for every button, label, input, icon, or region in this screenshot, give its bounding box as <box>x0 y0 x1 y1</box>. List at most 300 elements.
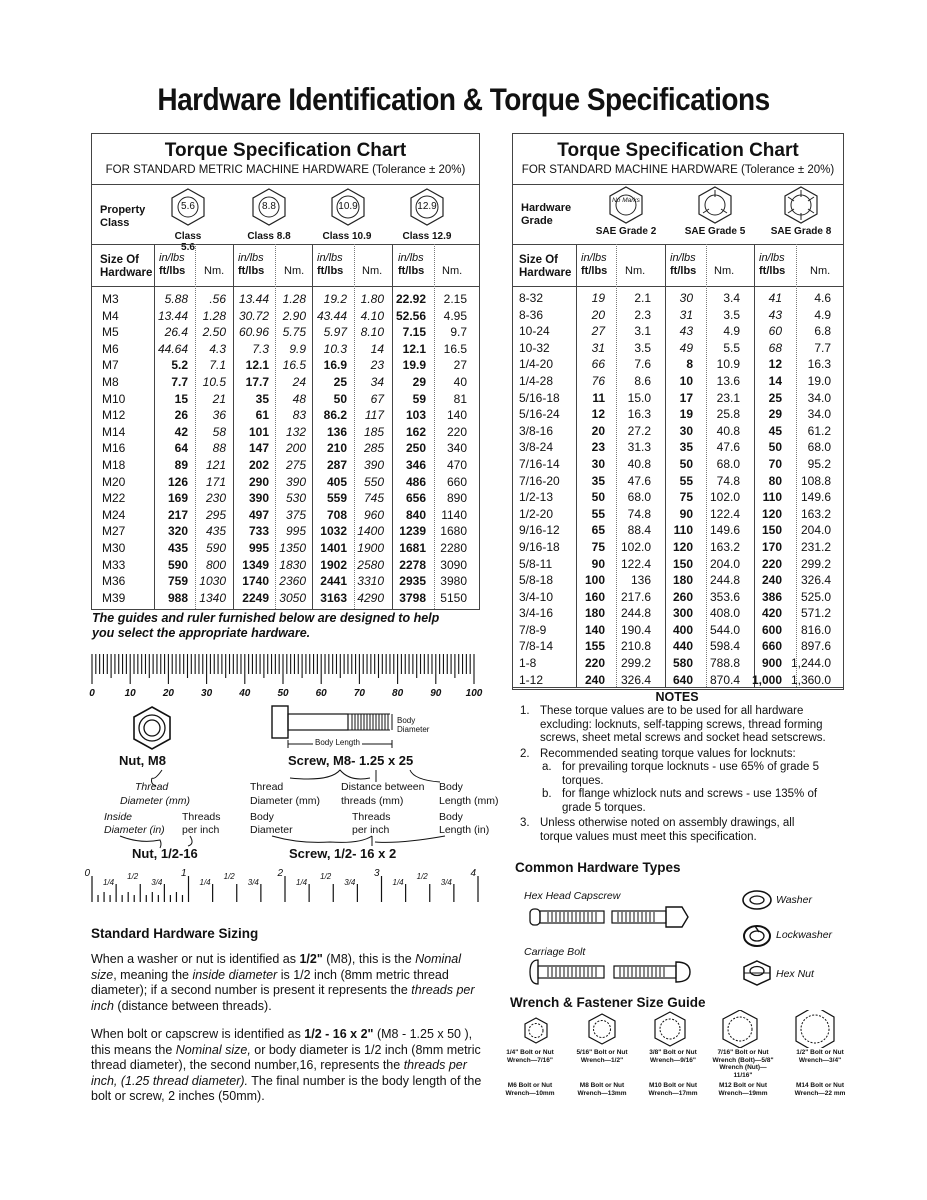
metric-cell-c129-lbs: 22.92 <box>395 292 426 306</box>
mm-ruler-label: 20 <box>162 688 174 699</box>
wrench-metric-item <box>640 1082 706 1097</box>
sae-cell-g5-lbs: 120 <box>672 539 693 554</box>
wrench-inch-line1: 1/2" Bolt or Nut <box>796 1049 844 1056</box>
metric-cell-c109-lbs: 1032 <box>320 524 347 539</box>
wrench-metric-line2: Wrench—10mm <box>505 1089 555 1097</box>
wrench-inch-line1: 7/16" Bolt or Nut <box>717 1049 769 1056</box>
page-title: Hardware Identification & Torque Specifications <box>157 82 770 117</box>
wrench-inch-item <box>640 1049 706 1064</box>
mm-ruler-label: 40 <box>239 688 251 699</box>
sae-cell-g5-lbs: 50 <box>679 456 693 471</box>
unit-nm: Nm. <box>714 265 735 277</box>
metric-table-row <box>92 357 479 374</box>
metric-cell-c56-lbs: 26.4 <box>164 325 188 340</box>
metric-cell-c88-lbs: 1740 <box>242 574 269 589</box>
sae-cell-g8-lbs: 50 <box>768 440 782 455</box>
sae-cell-g8-lbs: 600 <box>761 622 782 637</box>
sae-cell-g8-nm: 204.0 <box>800 523 831 538</box>
wrench-metric-line1: M8 Bolt or Nut <box>579 1082 625 1089</box>
sae-size-cell: 5/8-18 <box>519 573 554 588</box>
metric-size-cell: M39 <box>102 590 126 605</box>
sae-cell-g5-nm: 163.2 <box>709 539 740 554</box>
sae-cell-g8-lbs: 25 <box>768 390 782 405</box>
sae-size-cell: 7/16-14 <box>519 456 560 471</box>
metric-cell-c109-nm: 8.10 <box>360 325 384 340</box>
sae-cell-g8-lbs: 70 <box>768 456 782 471</box>
unit-nm: Nm. <box>284 265 305 277</box>
hex-1-2-icon <box>796 1010 834 1048</box>
metric-cell-c56-nm: 171 <box>205 474 226 489</box>
metric-cell-c129-nm: 2.15 <box>443 292 467 306</box>
sae-cell-g2-lbs: 35 <box>591 473 605 488</box>
metric-cell-c129-nm: 340 <box>446 441 467 456</box>
sae-cell-g8-nm: 61.2 <box>807 423 831 438</box>
screw-in-per-inch-label: per inch <box>352 824 390 836</box>
unit-ftlbs: ft/lbs <box>581 265 608 277</box>
class-mark-10.9: 10.9 <box>338 201 358 212</box>
sae-table-row <box>513 439 843 456</box>
sizing-text-segment: 1/2 - 16 x 2" <box>304 1027 374 1041</box>
metric-cell-c109-lbs: 559 <box>326 491 347 506</box>
sae-cell-g2-lbs: 155 <box>584 639 605 654</box>
metric-cell-c129-nm: 9.7 <box>450 325 467 340</box>
metric-cell-c109-nm: 14 <box>370 341 384 356</box>
wrench-metric-line1: M6 Bolt or Nut <box>507 1082 553 1089</box>
sae-torque-table <box>513 290 843 688</box>
inch-ruler-label: 1/4 <box>103 878 115 887</box>
metric-cell-c88-lbs: 733 <box>248 524 269 539</box>
sae-cell-g5-lbs: 30 <box>679 423 693 438</box>
metric-cell-c88-lbs: 60.96 <box>238 325 269 340</box>
metric-size-cell: M5 <box>102 325 119 340</box>
sae-cell-g2-lbs: 65 <box>591 523 605 538</box>
metric-cell-c56-nm: 1.28 <box>202 308 226 323</box>
note-number: a. <box>542 761 552 773</box>
sae-cell-g2-nm: 2.1 <box>634 291 651 305</box>
metric-cell-c129-lbs: 19.9 <box>402 358 426 373</box>
metric-cell-c56-nm: .56 <box>209 292 226 306</box>
nut-m8-diameter-label: Diameter (mm) <box>120 795 190 807</box>
note-text: for flange whizlock nuts and screws - use 135% of grade 5 torques. <box>562 788 818 814</box>
metric-cell-c56-nm: 10.5 <box>202 374 226 389</box>
sae-cell-g5-nm: 244.8 <box>709 573 740 588</box>
wrench-metric-line2: Wrench—17mm <box>648 1089 698 1097</box>
wrench-metric-line2: Wrench—19mm <box>718 1089 768 1097</box>
metric-chart-subtitle: FOR STANDARD METRIC MACHINE HARDWARE (Tolerance ± 20%) <box>105 164 466 176</box>
sae-cell-g2-lbs: 50 <box>591 490 605 505</box>
metric-cell-c88-nm: 5.75 <box>282 325 306 340</box>
sae-cell-g8-lbs: 420 <box>761 606 782 621</box>
sae-table-row <box>513 323 843 340</box>
sizing-paragraph-2 <box>91 1027 486 1105</box>
metric-cell-c109-lbs: 10.3 <box>323 341 347 356</box>
sae-size-cell: 7/8-9 <box>519 622 547 637</box>
sae-cell-g2-nm: 40.8 <box>627 456 651 471</box>
mm-ruler-label: 0 <box>89 688 95 699</box>
metric-cell-c88-nm: 390 <box>285 474 306 489</box>
note-text: for prevailing torque locknuts - use 65% of grade 5 torques. <box>562 761 819 787</box>
sae-cell-g8-lbs: 41 <box>768 291 782 305</box>
unit-nm: Nm. <box>810 265 831 277</box>
mm-ruler-label: 90 <box>430 688 442 699</box>
class-label-8.8: Class 8.8 <box>247 231 291 242</box>
sae-cell-g5-nm: 68.0 <box>716 456 740 471</box>
unit-inlbs: in/lbs <box>759 252 785 264</box>
sae-size-cell: 8-36 <box>519 307 544 322</box>
sae-cell-g2-lbs: 20 <box>591 423 605 438</box>
metric-cell-c109-nm: 1900 <box>357 540 384 555</box>
sae-size-cell: 9/16-18 <box>519 539 560 554</box>
sae-cell-g8-nm: 571.2 <box>800 606 831 621</box>
unit-nm: Nm. <box>625 265 646 277</box>
metric-size-cell: M36 <box>102 574 126 589</box>
sae-cell-g8-nm: 6.8 <box>814 324 831 339</box>
sae-table-row <box>513 556 843 573</box>
sae-cell-g2-nm: 68.0 <box>627 490 651 505</box>
metric-table-row <box>92 374 479 391</box>
sae-cell-g8-lbs: 14 <box>768 373 782 388</box>
sae-cell-g8-nm: 163.2 <box>800 506 831 521</box>
screw-in-body-label: Body <box>250 811 274 823</box>
sae-cell-g5-lbs: 17 <box>679 390 693 405</box>
sae-cell-g2-nm: 7.6 <box>634 357 651 372</box>
sizing-text-segment: Nominal size <box>91 952 462 982</box>
sae-cell-g2-nm: 47.6 <box>627 473 651 488</box>
nut-in-diameter-label: Diameter (in) <box>104 824 165 836</box>
sae-cell-g2-lbs: 20 <box>591 307 605 322</box>
metric-cell-c88-nm: 1350 <box>279 540 306 555</box>
nut-m8-thread-label: Thread <box>135 781 169 793</box>
sae-cell-g8-nm: 95.2 <box>807 456 831 471</box>
metric-cell-c56-lbs: 13.44 <box>157 308 188 323</box>
metric-cell-c56-lbs: 988 <box>167 590 188 605</box>
metric-cell-c56-nm: 88 <box>212 441 226 456</box>
screw-m8-threads-label: threads (mm) <box>341 795 404 807</box>
metric-size-cell: M12 <box>102 408 126 423</box>
sae-cell-g2-lbs: 180 <box>584 606 605 621</box>
sae-cell-g8-nm: 16.3 <box>807 357 831 372</box>
metric-size-cell: M22 <box>102 491 126 506</box>
metric-table-row <box>92 557 479 574</box>
metric-cell-c129-lbs: 12.1 <box>402 341 426 356</box>
sae-size-cell: 1-8 <box>519 656 537 671</box>
metric-cell-c129-lbs: 52.56 <box>395 308 426 323</box>
metric-table-row <box>92 308 479 325</box>
sae-cell-g5-lbs: 55 <box>679 473 693 488</box>
wrench-metric-item <box>710 1082 776 1097</box>
inch-ruler-label: 4 <box>470 868 476 879</box>
metric-size-cell: M24 <box>102 507 126 522</box>
metric-cell-c56-lbs: 217 <box>167 507 188 522</box>
metric-cell-c88-nm: 995 <box>285 524 306 539</box>
class-mark-12.9: 12.9 <box>417 201 437 212</box>
metric-size-cell: M10 <box>102 391 126 406</box>
metric-size-cell: M14 <box>102 424 126 439</box>
sae-cell-g2-lbs: 11 <box>592 390 605 405</box>
sae-cell-g5-lbs: 43 <box>679 324 693 339</box>
sae-table-row <box>513 506 843 523</box>
wrench-metric-item <box>569 1082 635 1097</box>
metric-cell-c129-nm: 3980 <box>440 574 467 589</box>
metric-size-cell: M27 <box>102 524 126 539</box>
sae-cell-g8-nm: 4.9 <box>814 307 831 322</box>
metric-cell-c129-nm: 1680 <box>440 524 467 539</box>
washer-label: Washer <box>776 894 812 906</box>
metric-size-cell: M18 <box>102 457 126 472</box>
sae-size-cell: 9/16-12 <box>519 523 560 538</box>
body-diameter-label: Body Diameter <box>397 716 430 734</box>
sae-cell-g2-lbs: 66 <box>591 357 605 372</box>
wrench-inch-item <box>569 1049 635 1064</box>
hex-3-8-icon <box>655 1012 685 1046</box>
sae-size-cell: 1/2-13 <box>519 490 554 505</box>
unit-nm: Nm. <box>362 265 383 277</box>
metric-cell-c109-nm: 550 <box>363 474 384 489</box>
unit-ftlbs: ft/lbs <box>670 265 697 277</box>
sae-cell-g2-lbs: 100 <box>584 573 605 588</box>
class-mark-8.8: 8.8 <box>262 201 276 212</box>
sae-cell-g5-nm: 3.4 <box>723 291 740 305</box>
screw-in-threads-label: Threads <box>352 811 391 823</box>
sae-cell-g8-lbs: 12 <box>768 357 782 372</box>
mm-ruler-label: 60 <box>315 688 327 699</box>
sae-cell-g8-lbs: 45 <box>768 423 782 438</box>
metric-cell-c88-nm: 375 <box>285 507 306 522</box>
metric-cell-c109-nm: 1.80 <box>360 292 384 306</box>
wrench-metric-line1: M10 Bolt or Nut <box>648 1082 698 1089</box>
metric-table-row <box>92 523 479 540</box>
wrench-inch-line2: Wrench—9/16" <box>650 1056 696 1064</box>
metric-cell-c109-lbs: 136 <box>326 424 347 439</box>
sizing-text-segment: When a washer or nut is identified as <box>91 952 300 966</box>
sae-cell-g8-lbs: 150 <box>761 523 782 538</box>
sae-cell-g5-nm: 74.8 <box>716 473 740 488</box>
sae-table-row <box>513 307 843 324</box>
metric-cell-c88-nm: 48 <box>292 391 306 406</box>
sizing-text-segment: or body diameter is 1/2 inch (8mm metric thread diameter), the second number,16, represents the <box>91 1042 481 1072</box>
metric-cell-c129-lbs: 2278 <box>399 557 426 572</box>
metric-cell-c129-nm: 2280 <box>440 540 467 555</box>
inch-ruler-label: 1/2 <box>416 872 428 881</box>
metric-torque-chart <box>91 133 480 610</box>
metric-cell-c109-lbs: 1401 <box>320 540 347 555</box>
screw-m8-diameter-label: Diameter (mm) <box>250 795 320 807</box>
sae-table-row <box>513 672 843 689</box>
sae-cell-g8-lbs: 240 <box>761 573 782 588</box>
metric-cell-c129-lbs: 103 <box>405 408 426 423</box>
unit-inlbs: in/lbs <box>670 252 696 264</box>
screw-in-length-label: Length (in) <box>439 824 490 836</box>
sae-cell-g2-nm: 16.3 <box>627 407 651 422</box>
metric-cell-c88-lbs: 7.3 <box>252 341 269 356</box>
sae-table-row <box>513 373 843 390</box>
sae-table-row <box>513 390 843 407</box>
sizing-paragraph-1 <box>91 952 476 1014</box>
sae-cell-g5-nm: 3.5 <box>723 307 740 322</box>
metric-cell-c88-lbs: 13.44 <box>238 292 269 306</box>
note-text: Recommended seating torque values for locknuts: <box>540 747 796 760</box>
sae-cell-g2-nm: 102.0 <box>620 539 651 554</box>
wrench-metric-line2: Wrench—13mm <box>577 1089 627 1097</box>
mm-ruler-label: 10 <box>124 688 136 699</box>
inch-ruler <box>88 868 488 906</box>
inch-ruler-label: 3 <box>373 868 380 879</box>
inch-ruler-label: 1/2 <box>127 872 139 881</box>
metric-chart-title: Torque Specification Chart <box>164 140 407 161</box>
metric-cell-c56-nm: 1340 <box>199 590 226 605</box>
metric-cell-c109-lbs: 287 <box>326 457 347 472</box>
metric-cell-c109-lbs: 50 <box>333 391 347 406</box>
metric-cell-c88-nm: 2.90 <box>282 308 306 323</box>
sizing-text-segment: (distance between threads). <box>113 998 272 1013</box>
metric-cell-c129-nm: 4.95 <box>443 308 467 323</box>
sae-cell-g2-nm: 326.4 <box>620 672 651 687</box>
sae-cell-g8-nm: 231.2 <box>800 539 831 554</box>
note-text: Unless otherwise noted on assembly drawings, all torque values must meet this specification. <box>540 817 795 843</box>
guides-text: The guides and ruler furnished below are designed to help you select the appropriate hardware. <box>92 611 440 640</box>
metric-cell-c88-lbs: 35 <box>255 391 269 406</box>
sae-cell-g2-lbs: 55 <box>591 506 605 521</box>
metric-cell-c88-nm: 200 <box>285 441 306 456</box>
metric-cell-c129-lbs: 3798 <box>399 590 426 605</box>
sae-cell-g5-nm: 4.9 <box>723 324 740 339</box>
metric-size-cell: M33 <box>102 557 126 572</box>
metric-table-row <box>92 424 479 441</box>
sae-cell-g5-nm: 23.1 <box>716 390 740 405</box>
metric-cell-c109-nm: 185 <box>363 424 384 439</box>
metric-cell-c129-lbs: 7.15 <box>402 325 426 340</box>
metric-size-cell: M7 <box>102 358 119 373</box>
inch-ruler-label: 1/2 <box>223 872 235 881</box>
metric-cell-c88-nm: 83 <box>292 408 306 423</box>
inch-ruler-label: 2 <box>277 868 283 879</box>
sae-table-row <box>513 572 843 589</box>
metric-cell-c88-lbs: 995 <box>248 540 269 555</box>
metric-cell-c88-nm: 1.28 <box>282 292 306 306</box>
metric-size-cell: M6 <box>102 341 119 356</box>
screw-m8-length-label: Length (mm) <box>439 795 499 807</box>
wrench-inch-line2: Wrench—1/2" <box>580 1056 624 1064</box>
metric-cell-c109-nm: 117 <box>364 408 384 423</box>
sae-table-row <box>513 356 843 373</box>
metric-cell-c109-nm: 745 <box>363 491 384 506</box>
metric-cell-c109-lbs: 25 <box>333 374 347 389</box>
notes-title: NOTES <box>655 690 699 704</box>
property-class-label: Property Class <box>100 204 146 229</box>
metric-cell-c129-nm: 660 <box>446 474 467 489</box>
metric-cell-c56-nm: 7.1 <box>209 358 226 373</box>
hex-7-16-icon <box>723 1010 757 1048</box>
sizing-text-segment: , meaning the <box>113 967 193 982</box>
sae-cell-g2-nm: 3.1 <box>634 324 651 339</box>
metric-cell-c88-lbs: 390 <box>248 491 269 506</box>
metric-size-cell: M4 <box>102 308 119 323</box>
metric-cell-c56-nm: 435 <box>205 524 226 539</box>
metric-cell-c56-nm: 2.50 <box>202 325 226 340</box>
sae-cell-g2-lbs: 75 <box>591 539 605 554</box>
sae-cell-g8-nm: 299.2 <box>800 556 831 571</box>
screw-m8-body-label: Body <box>439 781 463 793</box>
sae-cell-g5-lbs: 90 <box>679 506 693 521</box>
sae-cell-g2-lbs: 76 <box>591 373 605 388</box>
sae-cell-g5-nm: 598.4 <box>709 639 740 654</box>
sae-cell-g8-lbs: 1,000 <box>751 672 782 687</box>
sae-cell-g5-lbs: 640 <box>672 672 693 687</box>
metric-cell-c56-nm: 295 <box>205 507 226 522</box>
sae-table-row <box>513 340 843 357</box>
unit-ftlbs: ft/lbs <box>317 265 344 277</box>
metric-cell-c109-nm: 1400 <box>357 524 384 539</box>
metric-cell-c109-lbs: 708 <box>326 507 347 522</box>
sae-cell-g2-lbs: 240 <box>584 672 605 687</box>
sae-cell-g8-nm: 816.0 <box>800 622 831 637</box>
sae-cell-g5-lbs: 580 <box>672 656 693 671</box>
unit-ftlbs: ft/lbs <box>398 265 425 277</box>
metric-cell-c129-nm: 81 <box>453 391 467 406</box>
metric-cell-c109-lbs: 16.9 <box>323 358 347 373</box>
metric-size-cell: M30 <box>102 540 126 555</box>
sizing-text-segment: When bolt or capscrew is identified as <box>91 1027 305 1041</box>
hex-nut-icon <box>741 960 773 986</box>
metric-table-row <box>92 457 479 474</box>
metric-cell-c56-lbs: 320 <box>167 524 188 539</box>
sae-cell-g2-nm: 27.2 <box>627 423 651 438</box>
unit-inlbs: in/lbs <box>238 252 264 264</box>
sae-size-label: Size Of Hardware <box>519 254 572 279</box>
sae-cell-g2-lbs: 140 <box>584 622 605 637</box>
nut-in-per-inch-label: per inch <box>182 824 220 836</box>
body-length-label: Body Length <box>315 738 360 747</box>
wrench-inch-item <box>787 1049 853 1064</box>
sae-size-cell: 3/8-16 <box>519 423 554 438</box>
sae-cell-g8-nm: 4.6 <box>814 291 831 305</box>
sae-cell-g2-lbs: 220 <box>584 656 605 671</box>
metric-cell-c88-lbs: 30.72 <box>238 308 269 323</box>
hex-nut-icon <box>134 707 170 749</box>
metric-cell-c109-lbs: 1902 <box>320 557 347 572</box>
inch-ruler-label: 1 <box>180 868 187 879</box>
note-text: These torque values are to be used for all hardware excluding: locknuts, self-tapping screws, thread forming screws, sheet metal screws and socket head setscrews. <box>540 705 826 744</box>
metric-cell-c56-nm: 36 <box>212 408 226 423</box>
sae-cell-g5-lbs: 400 <box>672 622 693 637</box>
class-label-10.9: Class 10.9 <box>322 231 372 242</box>
sae-cell-g2-nm: 210.8 <box>620 639 651 654</box>
inch-ruler-label: 1/4 <box>199 878 211 887</box>
metric-cell-c88-nm: 2360 <box>279 574 306 589</box>
metric-table-row <box>92 540 479 557</box>
sae-cell-g2-nm: 190.4 <box>620 622 651 637</box>
sae-size-cell: 3/4-10 <box>519 589 554 604</box>
metric-cell-c56-lbs: 435 <box>167 540 188 555</box>
metric-cell-c109-nm: 23 <box>370 358 384 373</box>
sae-table-row <box>513 589 843 606</box>
sae-cell-g2-nm: 15.0 <box>627 390 651 405</box>
metric-cell-c56-nm: 1030 <box>199 574 226 589</box>
metric-cell-c129-lbs: 486 <box>405 474 426 489</box>
grade-5-hex-icon <box>699 187 731 223</box>
metric-torque-table <box>92 291 479 606</box>
sae-cell-g8-nm: 1,360.0 <box>790 672 831 687</box>
sae-table-row <box>513 522 843 539</box>
sae-cell-g8-lbs: 386 <box>761 589 782 604</box>
sae-cell-g8-nm: 108.8 <box>800 473 831 488</box>
metric-cell-c88-nm: 1830 <box>279 557 306 572</box>
metric-cell-c56-nm: 4.3 <box>209 341 226 356</box>
sae-cell-g2-lbs: 12 <box>591 407 605 422</box>
sae-table-row <box>513 489 843 506</box>
carriage-bolt-label: Carriage Bolt <box>524 946 586 958</box>
sae-cell-g8-lbs: 68 <box>768 340 782 355</box>
